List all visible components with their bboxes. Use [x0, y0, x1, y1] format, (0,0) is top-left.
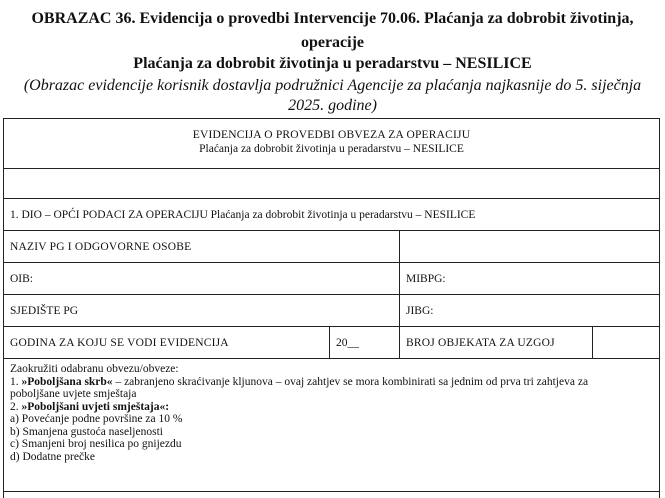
mibpg-field[interactable]: MIBPG:: [406, 272, 446, 285]
godina-label: GODINA ZA KOJU SE VODI EVIDENCIJA: [10, 336, 229, 349]
box-title-row: [4, 119, 659, 169]
box-title-line2: Plaćanja za dobrobit životinja u peradarstvu – NESILICE: [199, 143, 464, 155]
jibg-field[interactable]: JIBG:: [406, 304, 434, 317]
option-a[interactable]: a) Povećanje podne površine za 10 %: [10, 413, 183, 425]
broj-objekata-label: BROJ OBJEKATA ZA UZGOJ: [406, 336, 555, 349]
item1-number: 1.: [10, 375, 22, 388]
item1-title: »Poboljšana skrb«: [21, 375, 113, 388]
blank-row[interactable]: [4, 169, 659, 199]
naziv-row: [4, 231, 659, 263]
option-b[interactable]: b) Smanjena gustoća naseljenosti: [10, 425, 163, 438]
obligations-intro: Zaokružiti odabranu obvezu/obveze:: [10, 363, 179, 375]
obligation-item-1[interactable]: [10, 376, 655, 389]
box-title: [4, 119, 659, 156]
form-table: [3, 118, 660, 498]
option-d[interactable]: d) Dodatne prečke: [10, 450, 95, 463]
form-title-line2: operacije: [300, 34, 365, 51]
naziv-label: NAZIV PG I ODGOVORNE OSOBE: [10, 240, 192, 253]
part1-header-row: [4, 199, 659, 231]
form-title-line1: OBRAZAC 36. Evidencija o provedbi Intervencije 70.06. Plaćanja za dobrobit životinja,: [31, 10, 634, 27]
item2-number: 2.: [10, 400, 22, 413]
obligations-section: [10, 363, 655, 463]
obligation-item-2[interactable]: [10, 401, 655, 414]
part1-heading: 1. DIO – OPĆI PODACI ZA OPERACIJU Plaćanja za dobrobit životinja u peradarstvu – NESILICE: [10, 208, 476, 221]
box-title-line1: EVIDENCIJA O PROVEDBI OBVEZA ZA OPERACIJU: [192, 129, 471, 141]
bottom-divider: [4, 491, 659, 492]
broj-objekata-field[interactable]: [593, 327, 659, 358]
item2-title: »Poboljšani uvjeti smještaja«:: [21, 400, 170, 413]
submission-note-line1: (Obrazac evidencije korisnik dostavlja podružnici Agencije za plaćanja najkasnije do 5. siječnja: [23, 77, 642, 94]
godina-row: [4, 327, 659, 359]
sjediste-field[interactable]: SJEDIŠTE PG: [10, 304, 79, 317]
item1-text: – zabranjeno skraćivanje kljunova – ovaj zahtjev se mora kombinirati sa jednim od prva tri zahtjeva za: [112, 375, 589, 388]
sjediste-row: [4, 295, 659, 327]
option-c[interactable]: c) Smanjeni broj nesilica po gnijezdu: [10, 438, 182, 450]
oib-row: [4, 263, 659, 295]
form-title-line3: Plaćanja za dobrobit životinja u peradarstvu – NESILICE: [133, 55, 532, 72]
godina-field[interactable]: 20__: [336, 336, 359, 349]
obligation-item-1-cont: poboljšane uvjete smještaja: [10, 388, 137, 400]
submission-note-line2: 2025. godine): [288, 97, 377, 114]
oib-field[interactable]: OIB:: [10, 272, 33, 285]
naziv-field[interactable]: [400, 231, 659, 262]
